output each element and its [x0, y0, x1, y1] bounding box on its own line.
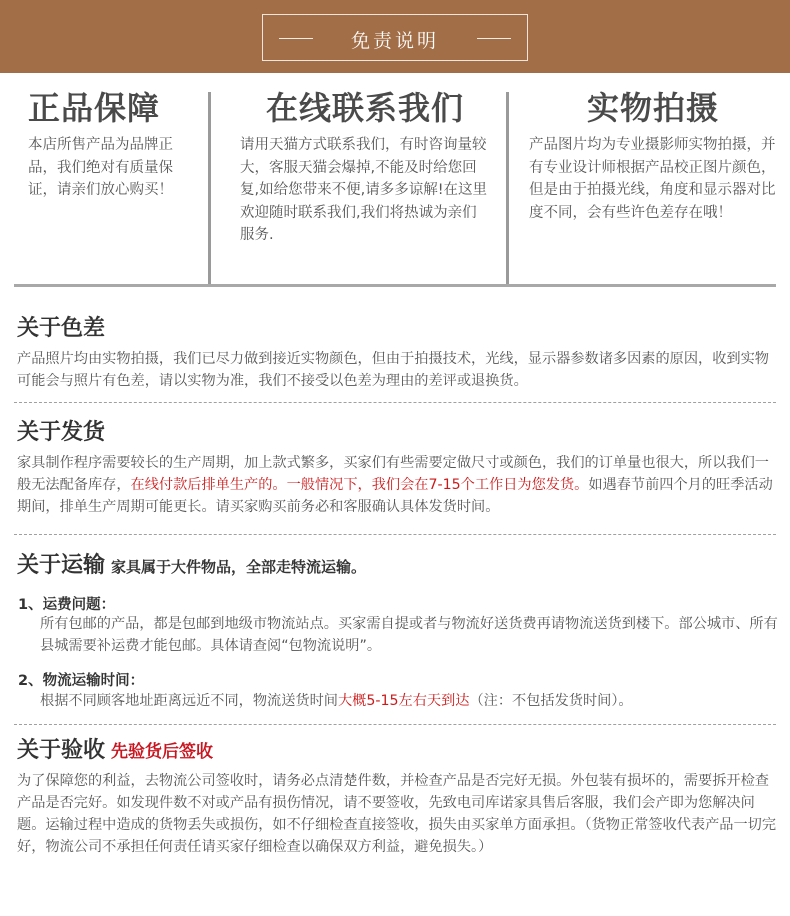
dashed-divider [14, 402, 776, 403]
freight-title: 1、运费问题： [18, 597, 116, 613]
freight-text: 所有包邮的产品，都是包邮到地级市物流站点。买家需自提或者与物流好送货费再请物流送货到楼下。部公城市、所有县城需要补运费才能包邮。具体请查阅“包物流说明”。 [40, 616, 778, 654]
delivery-time-highlight: 大概5-15左右天到达 [337, 693, 470, 709]
shipping-text-part2: 如遇春节前四个月的旺季活动期间，排单生产周期可能更长。请买家购买前务必和客服确认具体发货时间。 [17, 477, 773, 515]
transport-note: 家具属于大件物品，全部走特流运输。 [111, 558, 367, 576]
transport-title: 关于运输 [17, 553, 106, 578]
contact-text: 请用天猫方式联系我们，有时咨询量较大，客服天猫会爆掉,不能及时给您回复,如给您带来不便,请多多谅解!在这里欢迎随时联系我们,我们将热诚为亲们服务. [240, 137, 488, 243]
column-divider [506, 92, 509, 284]
dashed-divider [14, 724, 776, 725]
guarantee-heading: 正品保障 [28, 89, 161, 127]
shipping-text [17, 452, 777, 518]
photo-heading: 实物拍摄 [586, 89, 719, 127]
banner-title: 免责说明 [350, 30, 439, 52]
column-divider [208, 92, 211, 284]
inspection-text: 为了保障您的利益，去物流公司签收时，请务必点清楚件数，并检查产品是否完好无损。外包装有损坏的，需要拆开检查产品是否完好。如发现件数不对或产品有损伤情况，请不要签收，先致电司库诺家具售后客服，我们会产即为您解决问题。运输过程中造成的货物丢失或损伤，如不仔细检查直接签收，损失由买家单方面承担。（货物正常签收代表产品一切完好，物流公司不承担任何责任请买家仔细检查以确保双方利益，避免损失。） [17, 773, 777, 855]
delivery-time-title: 2、物流运输时间： [18, 673, 145, 689]
delivery-time-part1: 根据不同顾客地址距离远近不同，物流送货时间 [40, 693, 338, 709]
photo-text: 产品图片均为专业摄影师实物拍摄，并有专业设计师根据产品校正图片颜色，但是由于拍摄光线，角度和显示器对比度不同，会有些许色差存在哦！ [529, 137, 776, 221]
banner-line-right [477, 38, 511, 39]
color-text: 产品照片均由实物拍摄，我们已尽力做到接近实物颜色，但由于拍摄技术，光线，显示器参数诸多因素的原因，收到实物可能会与照片有色差，请以实物为准，我们不接受以色差为理由的差评或退换货。 [17, 351, 769, 389]
inspection-note: 先验货后签收 [111, 742, 214, 762]
delivery-time-part2: （注：不包括发货时间）。 [469, 693, 633, 709]
color-heading: 关于色差 [17, 316, 106, 341]
shipping-text-part1: 家具制作程序需要较长的生产周期，加上款式繁多，买家们有些需要定做尺寸或颜色，我们的订单量也很大，所以我们一般无法配备库存， [17, 455, 769, 493]
dashed-divider [14, 534, 776, 535]
transport-heading [17, 551, 366, 582]
banner-frame [262, 14, 528, 61]
contact-column [240, 88, 490, 284]
delivery-time-text [40, 690, 780, 712]
shipping-highlight: 在线付款后排单生产的。一般情况下，我们会在7-15个工作日为您发货。 [130, 477, 589, 493]
shipping-heading: 关于发货 [17, 420, 106, 445]
disclaimer-banner [0, 0, 790, 73]
photo-column [529, 88, 777, 284]
contact-heading: 在线联系我们 [265, 89, 464, 127]
guarantee-column [28, 88, 180, 284]
inspection-title: 关于验收 [17, 738, 106, 763]
guarantee-text: 本店所售产品为品牌正品，我们绝对有质量保证，请亲们放心购买！ [28, 137, 173, 198]
inspection-heading [17, 736, 213, 767]
section-divider [14, 284, 776, 287]
